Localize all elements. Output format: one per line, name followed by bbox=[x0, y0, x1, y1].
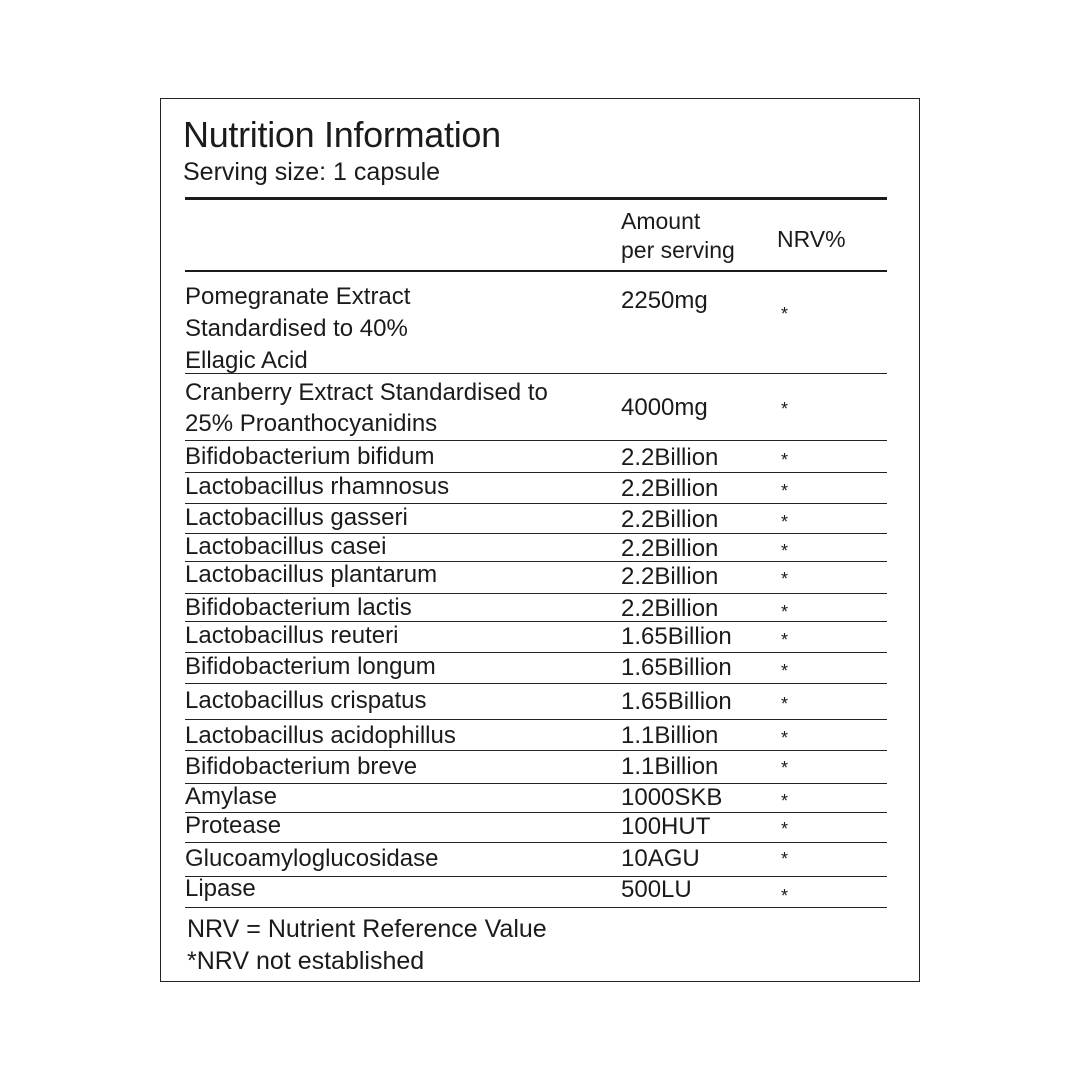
table-row bbox=[185, 594, 887, 622]
footnote-nrv-not-established: *NRV not established bbox=[187, 947, 425, 975]
nutrient-name: Protease bbox=[185, 812, 282, 839]
nutrient-table bbox=[185, 272, 887, 908]
nutrient-amount: 1.65Billion bbox=[621, 654, 732, 681]
nutrient-nrv: * bbox=[781, 661, 789, 681]
table-row bbox=[185, 473, 887, 504]
nutrient-nrv: * bbox=[781, 512, 789, 532]
nutrient-amount: 500LU bbox=[621, 876, 692, 903]
nutrient-amount: 1.1Billion bbox=[621, 753, 719, 780]
nutrient-amount: 1.1Billion bbox=[621, 722, 719, 749]
column-header-nrv: NRV% bbox=[777, 226, 846, 252]
table-row bbox=[185, 622, 887, 653]
nutrient-name: Bifidobacterium lactis bbox=[185, 594, 412, 621]
nutrient-nrv: * bbox=[781, 819, 789, 839]
nutrient-amount: 2.2Billion bbox=[621, 444, 719, 471]
nutrient-amount: 2250mg bbox=[621, 287, 708, 314]
nutrient-nrv: * bbox=[781, 758, 789, 778]
nutrient-amount: 2.2Billion bbox=[621, 563, 719, 590]
nutrient-nrv: * bbox=[781, 602, 789, 622]
nutrient-name: Lactobacillus reuteri bbox=[185, 622, 399, 649]
nutrient-nrv: * bbox=[781, 450, 789, 470]
nutrient-nrv: * bbox=[781, 399, 789, 419]
nutrient-name: Lactobacillus rhamnosus bbox=[185, 473, 450, 500]
nutrient-nrv: * bbox=[781, 630, 789, 650]
column-header-amount-line1: Amount bbox=[621, 208, 701, 234]
title-divider bbox=[185, 197, 887, 200]
nutrient-amount: 2.2Billion bbox=[621, 475, 719, 502]
nutrient-name: Lactobacillus plantarum bbox=[185, 561, 438, 588]
nutrient-name: Bifidobacterium breve bbox=[185, 753, 418, 780]
table-row bbox=[185, 272, 887, 374]
nutrient-name: Bifidobacterium bifidum bbox=[185, 443, 435, 470]
nutrient-name: Bifidobacterium longum bbox=[185, 653, 436, 680]
nutrient-nrv: * bbox=[781, 481, 789, 501]
nutrient-amount: 1.65Billion bbox=[621, 623, 732, 650]
nutrient-amount: 1.65Billion bbox=[621, 688, 732, 715]
nutrient-name: Glucoamyloglucosidase bbox=[185, 845, 439, 872]
nutrient-name: Lactobacillus acidophillus bbox=[185, 722, 456, 749]
table-row bbox=[185, 562, 887, 594]
nutrient-nrv: * bbox=[781, 849, 789, 869]
nutrient-nrv: * bbox=[781, 886, 789, 906]
nutrient-amount: 1000SKB bbox=[621, 784, 723, 811]
nutrient-name: Cranberry Extract Standardised to 25% Proanthocyanidins bbox=[185, 379, 548, 437]
nutrient-name: Lipase bbox=[185, 875, 256, 902]
nutrient-name: Lactobacillus casei bbox=[185, 533, 387, 560]
table-row bbox=[185, 684, 887, 720]
nutrient-name: Lactobacillus crispatus bbox=[185, 687, 427, 714]
nutrient-nrv: * bbox=[781, 541, 789, 561]
nutrient-nrv: * bbox=[781, 694, 789, 714]
nutrient-nrv: * bbox=[781, 728, 789, 748]
table-row bbox=[185, 504, 887, 534]
table-row bbox=[185, 843, 887, 877]
table-row bbox=[185, 877, 887, 908]
nutrient-amount: 2.2Billion bbox=[621, 535, 719, 562]
panel-title: Nutrition Information bbox=[183, 114, 501, 155]
nutrient-name: Amylase bbox=[185, 783, 278, 810]
nutrient-nrv: * bbox=[781, 791, 789, 811]
footnote-nrv-definition: NRV = Nutrient Reference Value bbox=[187, 915, 547, 943]
table-row bbox=[185, 784, 887, 813]
table-row bbox=[185, 720, 887, 751]
nutrient-amount: 4000mg bbox=[621, 394, 708, 421]
column-header-amount-line2: per serving bbox=[621, 237, 735, 263]
nutrient-name: Pomegranate Extract Standardised to 40% Ellagic Acid bbox=[185, 283, 411, 374]
nutrient-amount: 10AGU bbox=[621, 845, 700, 872]
column-header-amount bbox=[621, 207, 735, 265]
nutrient-amount: 2.2Billion bbox=[621, 595, 719, 622]
nutrient-amount: 100HUT bbox=[621, 813, 711, 840]
footnote bbox=[187, 913, 547, 977]
table-row bbox=[185, 534, 887, 562]
nutrient-nrv: * bbox=[781, 569, 789, 589]
table-row bbox=[185, 441, 887, 473]
nutrient-nrv: * bbox=[781, 304, 789, 324]
serving-size: Serving size: 1 capsule bbox=[183, 158, 441, 186]
table-row bbox=[185, 813, 887, 843]
table-row bbox=[185, 751, 887, 784]
table-row bbox=[185, 374, 887, 441]
nutrient-amount: 2.2Billion bbox=[621, 506, 719, 533]
nutrient-name: Lactobacillus gasseri bbox=[185, 504, 408, 531]
table-row bbox=[185, 653, 887, 684]
nutrition-panel bbox=[160, 98, 920, 982]
